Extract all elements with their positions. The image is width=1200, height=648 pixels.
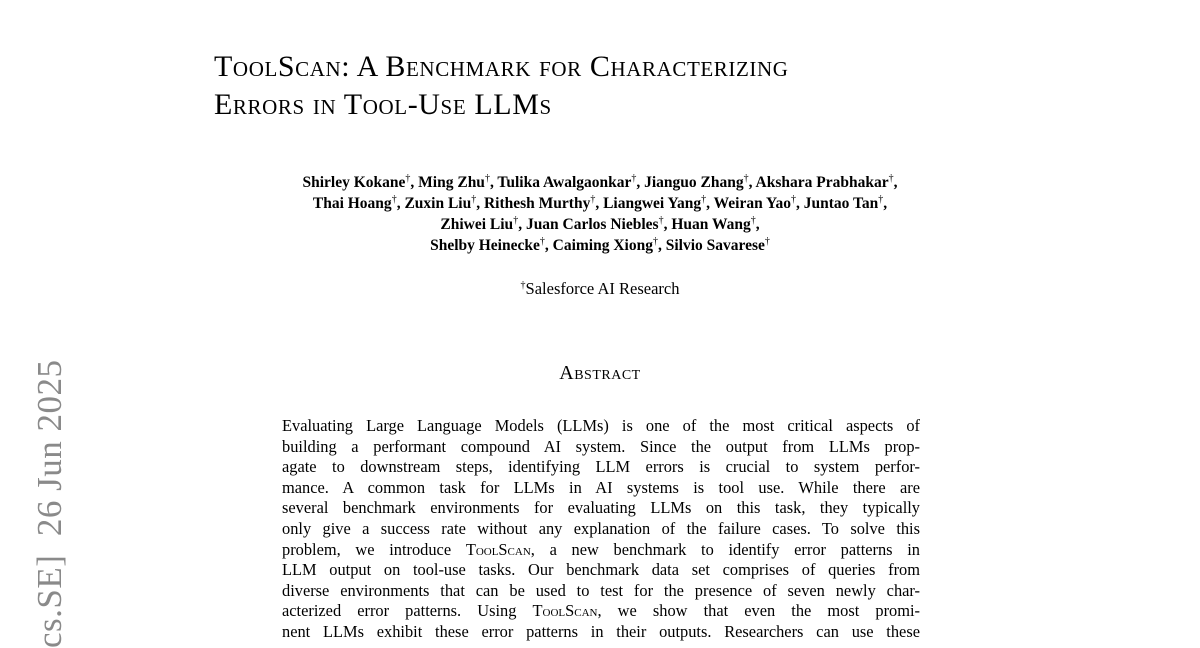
author-separator: , (748, 174, 756, 191)
abstract-text: several benchmark environments for evaluating LLMs on this task, they typically (282, 498, 920, 518)
author-separator: , (706, 195, 714, 212)
paper-title (214, 48, 1034, 124)
author-affiliation-mark: † (391, 194, 397, 205)
author-separator: , (795, 195, 804, 212)
author-affiliation-mark: † (652, 236, 658, 247)
author-affiliation-mark: † (878, 194, 884, 205)
abstract-heading: Abstract (559, 362, 641, 384)
abstract-text: , a new benchmark to identify error patterns in (530, 539, 921, 559)
author-name: Zuxin Liu (404, 195, 472, 212)
abstract-text: diverse environments that can be used to test for the presence of seven newly char- (282, 580, 920, 600)
benchmark-name: ToolScan (532, 601, 598, 621)
affiliation-name: Salesforce AI Research (525, 279, 680, 298)
author-name: Thai Hoang (312, 195, 392, 212)
abstract-line (282, 601, 920, 622)
author-affiliation-mark: † (590, 194, 596, 205)
author-affiliation-mark: † (764, 236, 770, 247)
author-separator: , (544, 237, 553, 254)
author-separator: , (410, 174, 419, 191)
author-name: Juan Carlos Niebles (525, 216, 659, 233)
abstract-text: mance. A common task for LLMs in AI systems is tool use. While there are (282, 477, 920, 497)
author-separator: , (755, 216, 760, 233)
author-name: Shelby Heinecke (430, 237, 540, 254)
abstract-line (282, 437, 920, 458)
author-separator: , (518, 216, 526, 233)
author-line (200, 235, 1000, 256)
author-separator: , (476, 195, 484, 212)
author-affiliation-mark: † (790, 194, 796, 205)
author-name: Huan Wang (671, 216, 751, 233)
title-line-1: ToolScan: A Benchmark for Characterizing (214, 50, 789, 83)
author-affiliation-mark: † (539, 236, 545, 247)
author-name: Weiran Yao (713, 195, 791, 212)
abstract-line (282, 478, 920, 499)
abstract-line (282, 519, 920, 540)
abstract-text: problem, we introduce (282, 539, 466, 559)
author-separator: , (657, 237, 666, 254)
author-name: Liangwei Yang (603, 195, 702, 212)
abstract-line (282, 416, 920, 437)
author-separator: , (883, 195, 888, 212)
author-affiliation-mark: † (513, 215, 519, 226)
author-name: Shirley Kokane (302, 174, 406, 191)
arxiv-stamp (28, 359, 72, 648)
abstract-line (282, 581, 920, 602)
author-affiliation-mark: † (750, 215, 756, 226)
abstract-text: building a performant compound AI system. Since the output from LLMs prop- (282, 436, 920, 456)
author-affiliation-mark: † (471, 194, 477, 205)
abstract-text: LLM output on tool-use tasks. Our benchmark data set comprises of queries from (282, 560, 920, 580)
abstract-line (282, 560, 920, 581)
author-affiliation-mark: † (484, 173, 490, 184)
author-separator: , (893, 174, 898, 191)
author-affiliation-mark: † (701, 194, 707, 205)
author-affiliation-mark: † (743, 173, 749, 184)
title-line-2: Errors in Tool-Use LLMs (214, 88, 552, 121)
benchmark-name: ToolScan (465, 539, 531, 559)
abstract-line (282, 457, 920, 478)
author-line (200, 193, 1000, 214)
author-affiliation-mark: † (888, 173, 894, 184)
abstract-text: acterized error patterns. Using (282, 601, 533, 621)
author-affiliation-mark: † (658, 215, 664, 226)
arxiv-category: cs.SE] (30, 554, 69, 648)
author-separator: , (595, 195, 604, 212)
author-name: Tulika Awalgaonkar (497, 174, 632, 191)
author-separator: , (663, 216, 672, 233)
author-line (200, 214, 1000, 235)
author-name: Jianguo Zhang (644, 174, 744, 191)
author-name: Silvio Savarese (665, 237, 765, 254)
abstract-text: agate to downstream steps, identifying LLM errors is crucial to system perfor- (282, 457, 920, 477)
author-name: Caiming Xiong (552, 237, 653, 254)
author-separator: , (489, 174, 498, 191)
author-name: Rithesh Murthy (483, 195, 591, 212)
abstract-text: only give a success rate without any explanation of the failure cases. To solve this (282, 518, 920, 538)
affiliation-mark: † (520, 280, 526, 291)
affiliation (200, 278, 1000, 300)
author-name: Zhiwei Liu (440, 216, 514, 233)
arxiv-date: 26 Jun 2025 (30, 359, 69, 537)
author-name: Ming Zhu (418, 174, 485, 191)
author-affiliation-mark: † (631, 173, 637, 184)
abstract-text: nent LLMs exhibit these error patterns in their outputs. Researchers can use these (282, 621, 920, 641)
abstract-line (282, 498, 920, 519)
abstract-line (282, 622, 920, 643)
author-name: Akshara Prabhakar (755, 174, 889, 191)
author-separator: , (396, 195, 405, 212)
author-separator: , (636, 174, 645, 191)
abstract-body (282, 416, 920, 643)
author-line (200, 172, 1000, 193)
abstract-text: Evaluating Large Language Models (LLMs) is one of the most critical aspects of (282, 416, 920, 435)
author-list (200, 172, 1000, 256)
abstract-line (282, 540, 920, 561)
abstract-text: , we show that even the most promi- (597, 601, 921, 621)
author-name: Juntao Tan (803, 195, 879, 212)
author-affiliation-mark: † (405, 173, 411, 184)
